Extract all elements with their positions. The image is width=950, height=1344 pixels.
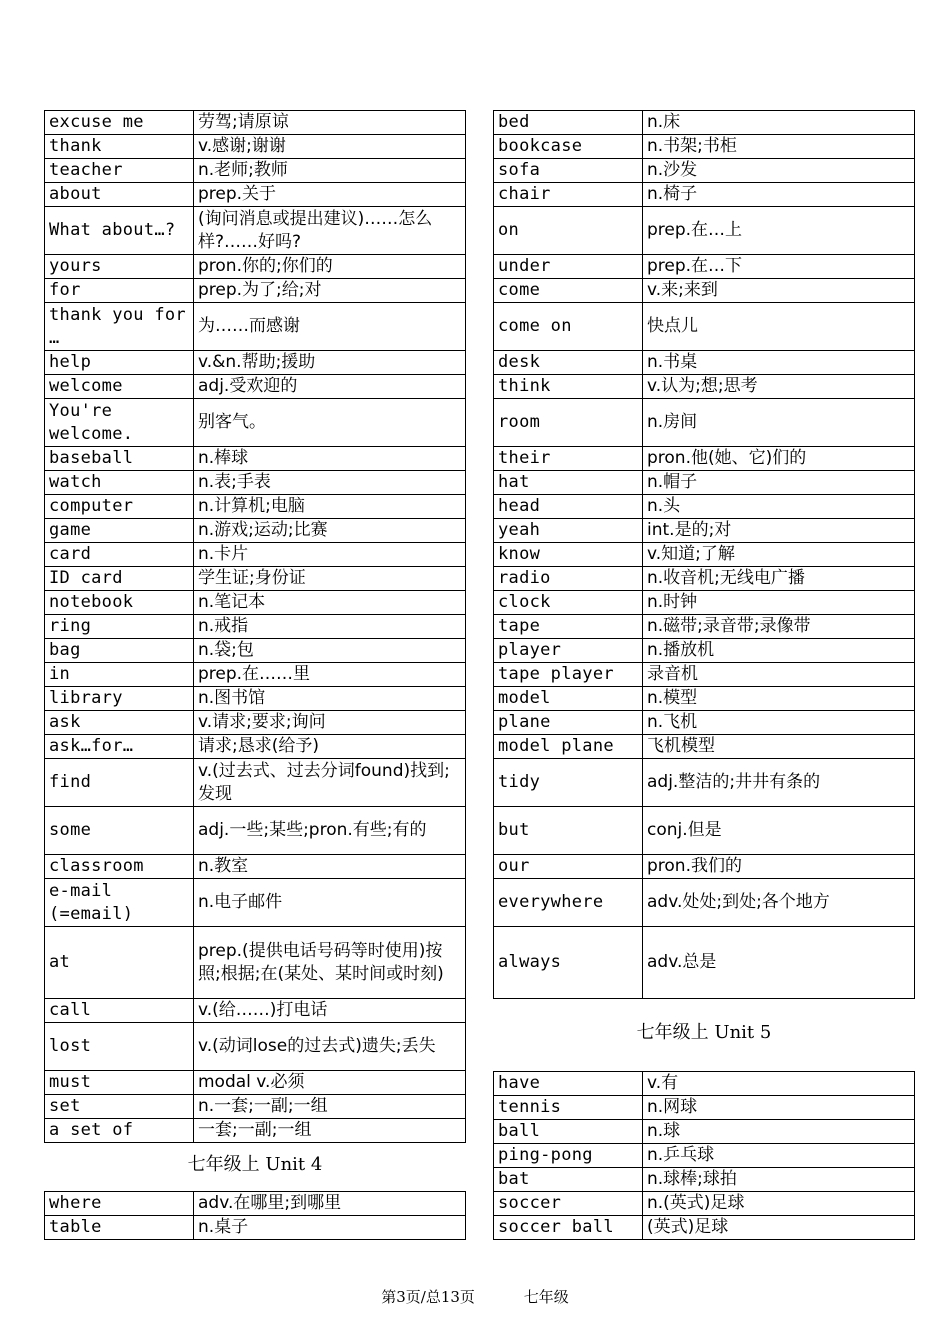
- vocab-row: [45, 687, 466, 711]
- vocab-row: [494, 1072, 915, 1096]
- vocab-row: [494, 759, 915, 807]
- chinese-meaning: n.(英式)足球: [643, 1192, 915, 1216]
- chinese-meaning: prep.在…上: [643, 207, 915, 255]
- english-word: ask: [45, 711, 194, 735]
- english-word: bat: [494, 1168, 643, 1192]
- english-word: ball: [494, 1120, 643, 1144]
- chinese-meaning: 快点儿: [643, 303, 915, 351]
- vocab-row: [45, 615, 466, 639]
- vocab-row: [494, 639, 915, 663]
- english-word: e-mail (=email): [45, 879, 194, 927]
- vocab-row: [45, 1071, 466, 1095]
- english-word: room: [494, 399, 643, 447]
- chinese-meaning: 劳驾;请原谅: [194, 111, 466, 135]
- chinese-meaning: modal v.必须: [194, 1071, 466, 1095]
- english-word: come on: [494, 303, 643, 351]
- vocab-row: [45, 639, 466, 663]
- english-word: excuse me: [45, 111, 194, 135]
- vocab-row: [494, 711, 915, 735]
- vocab-row: [45, 711, 466, 735]
- chinese-meaning: 别客气。: [194, 399, 466, 447]
- english-word: card: [45, 543, 194, 567]
- english-word: bag: [45, 639, 194, 663]
- vocab-row: [45, 471, 466, 495]
- english-word: model: [494, 687, 643, 711]
- chinese-meaning: n.游戏;运动;比赛: [194, 519, 466, 543]
- english-word: yeah: [494, 519, 643, 543]
- vocab-row: [45, 927, 466, 999]
- chinese-meaning: n.袋;包: [194, 639, 466, 663]
- chinese-meaning: n.模型: [643, 687, 915, 711]
- english-word: soccer ball: [494, 1216, 643, 1240]
- vocab-row: [494, 879, 915, 927]
- chinese-meaning: v.感谢;谢谢: [194, 135, 466, 159]
- english-word: know: [494, 543, 643, 567]
- vocab-row: [45, 591, 466, 615]
- english-word: always: [494, 927, 643, 999]
- vocab-row: [494, 855, 915, 879]
- chinese-meaning: v.请求;要求;询问: [194, 711, 466, 735]
- chinese-meaning: n.帽子: [643, 471, 915, 495]
- chinese-meaning: n.戒指: [194, 615, 466, 639]
- chinese-meaning: prep.为了;给;对: [194, 279, 466, 303]
- english-word: ask…for…: [45, 735, 194, 759]
- english-word: ring: [45, 615, 194, 639]
- chinese-meaning: 一套;一副;一组: [194, 1119, 466, 1143]
- english-word: head: [494, 495, 643, 519]
- english-word: lost: [45, 1023, 194, 1071]
- chinese-meaning: 飞机模型: [643, 735, 915, 759]
- chinese-meaning: v.(过去式、过去分词found)找到;发现: [194, 759, 466, 807]
- chinese-meaning: n.收音机;无线电广播: [643, 567, 915, 591]
- english-word: ping-pong: [494, 1144, 643, 1168]
- chinese-meaning: n.沙发: [643, 159, 915, 183]
- english-word: find: [45, 759, 194, 807]
- chinese-meaning: n.书桌: [643, 351, 915, 375]
- vocab-row: [45, 1095, 466, 1119]
- english-word: classroom: [45, 855, 194, 879]
- vocab-row: [494, 735, 915, 759]
- chinese-meaning: n.网球: [643, 1096, 915, 1120]
- chinese-meaning: n.床: [643, 111, 915, 135]
- unit-5-title: 七年级上 Unit 5: [636, 1022, 772, 1043]
- vocab-table-left-1: [44, 110, 466, 1143]
- vocab-row: [45, 1216, 466, 1240]
- vocab-table-right-1: [493, 110, 915, 999]
- vocab-row: [494, 375, 915, 399]
- english-word: tidy: [494, 759, 643, 807]
- english-word: notebook: [45, 591, 194, 615]
- vocab-row: [494, 303, 915, 351]
- vocab-row: [45, 1023, 466, 1071]
- chinese-meaning: v.知道;了解: [643, 543, 915, 567]
- vocab-row: [494, 111, 915, 135]
- vocab-row: [45, 663, 466, 687]
- vocab-row: [45, 807, 466, 855]
- english-word: think: [494, 375, 643, 399]
- chinese-meaning: int.是的;对: [643, 519, 915, 543]
- vocab-row: [45, 759, 466, 807]
- vocab-row: [494, 183, 915, 207]
- english-word: help: [45, 351, 194, 375]
- chinese-meaning: n.椅子: [643, 183, 915, 207]
- chinese-meaning: pron.我们的: [643, 855, 915, 879]
- english-word: What about…?: [45, 207, 194, 255]
- english-word: call: [45, 999, 194, 1023]
- vocab-row: [494, 543, 915, 567]
- vocab-row: [494, 447, 915, 471]
- vocab-row: [45, 207, 466, 255]
- chinese-meaning: (询问消息或提出建议)……怎么样?……好吗?: [194, 207, 466, 255]
- vocab-row: [45, 135, 466, 159]
- chinese-meaning: v.&n.帮助;援助: [194, 351, 466, 375]
- english-word: watch: [45, 471, 194, 495]
- chinese-meaning: n.卡片: [194, 543, 466, 567]
- english-word: on: [494, 207, 643, 255]
- english-word: hat: [494, 471, 643, 495]
- english-word: must: [45, 1071, 194, 1095]
- chinese-meaning: v.(动词lose的过去式)遗失;丢失: [194, 1023, 466, 1071]
- english-word: our: [494, 855, 643, 879]
- vocab-row: [494, 1120, 915, 1144]
- grade-label: 七年级: [523, 1288, 569, 1306]
- english-word: where: [45, 1192, 194, 1216]
- english-word: thank: [45, 135, 194, 159]
- vocab-row: [494, 1168, 915, 1192]
- english-word: tape player: [494, 663, 643, 687]
- vocab-row: [45, 375, 466, 399]
- english-word: under: [494, 255, 643, 279]
- chinese-meaning: prep.在……里: [194, 663, 466, 687]
- chinese-meaning: n.飞机: [643, 711, 915, 735]
- chinese-meaning: n.棒球: [194, 447, 466, 471]
- english-word: bookcase: [494, 135, 643, 159]
- vocab-row: [45, 567, 466, 591]
- english-word: clock: [494, 591, 643, 615]
- english-word: sofa: [494, 159, 643, 183]
- chinese-meaning: (英式)足球: [643, 1216, 915, 1240]
- chinese-meaning: adv.在哪里;到哪里: [194, 1192, 466, 1216]
- vocab-row: [45, 183, 466, 207]
- chinese-meaning: n.书架;书柜: [643, 135, 915, 159]
- chinese-meaning: pron.你的;你们的: [194, 255, 466, 279]
- english-word: You're welcome.: [45, 399, 194, 447]
- vocab-row: [45, 111, 466, 135]
- vocab-row: [45, 159, 466, 183]
- chinese-meaning: n.图书馆: [194, 687, 466, 711]
- chinese-meaning: v.(给……)打电话: [194, 999, 466, 1023]
- english-word: library: [45, 687, 194, 711]
- vocab-row: [45, 447, 466, 471]
- chinese-meaning: n.教室: [194, 855, 466, 879]
- vocab-row: [494, 615, 915, 639]
- right-column: [493, 110, 915, 1240]
- chinese-meaning: adj.一些;某些;pron.有些;有的: [194, 807, 466, 855]
- english-word: everywhere: [494, 879, 643, 927]
- chinese-meaning: n.一套;一副;一组: [194, 1095, 466, 1119]
- vocab-row: [494, 807, 915, 855]
- english-word: welcome: [45, 375, 194, 399]
- english-word: tape: [494, 615, 643, 639]
- vocab-row: [45, 279, 466, 303]
- vocab-row: [45, 495, 466, 519]
- vocab-row: [494, 927, 915, 999]
- chinese-meaning: conj.但是: [643, 807, 915, 855]
- chinese-meaning: n.时钟: [643, 591, 915, 615]
- chinese-meaning: n.电子邮件: [194, 879, 466, 927]
- vocab-row: [45, 543, 466, 567]
- vocab-row: [45, 855, 466, 879]
- chinese-meaning: n.老师;教师: [194, 159, 466, 183]
- english-word: model plane: [494, 735, 643, 759]
- english-word: some: [45, 807, 194, 855]
- english-word: about: [45, 183, 194, 207]
- chinese-meaning: n.头: [643, 495, 915, 519]
- vocab-row: [494, 1192, 915, 1216]
- chinese-meaning: n.播放机: [643, 639, 915, 663]
- english-word: in: [45, 663, 194, 687]
- page-number: 第3页/总13页: [381, 1288, 475, 1306]
- english-word: ID card: [45, 567, 194, 591]
- vocab-row: [45, 303, 466, 351]
- chinese-meaning: pron.他(她、它)们的: [643, 447, 915, 471]
- english-word: at: [45, 927, 194, 999]
- vocab-row: [494, 471, 915, 495]
- english-word: table: [45, 1216, 194, 1240]
- chinese-meaning: prep.关于: [194, 183, 466, 207]
- chinese-meaning: n.球: [643, 1120, 915, 1144]
- chinese-meaning: n.表;手表: [194, 471, 466, 495]
- chinese-meaning: n.乒乓球: [643, 1144, 915, 1168]
- english-word: for: [45, 279, 194, 303]
- english-word: baseball: [45, 447, 194, 471]
- chinese-meaning: v.认为;想;思考: [643, 375, 915, 399]
- vocab-row: [45, 519, 466, 543]
- vocab-table-left-2: [44, 1191, 466, 1240]
- unit-4-title: 七年级上 Unit 4: [187, 1154, 323, 1175]
- english-word: player: [494, 639, 643, 663]
- vocab-row: [45, 999, 466, 1023]
- vocab-row: [45, 399, 466, 447]
- chinese-meaning: adv.总是: [643, 927, 915, 999]
- chinese-meaning: prep.(提供电话号码等时使用)按照;根据;在(某处、某时间或时刻): [194, 927, 466, 999]
- vocab-row: [45, 735, 466, 759]
- vocab-row: [45, 1119, 466, 1143]
- chinese-meaning: n.球棒;球拍: [643, 1168, 915, 1192]
- vocab-row: [494, 207, 915, 255]
- vocab-row: [494, 591, 915, 615]
- chinese-meaning: n.房间: [643, 399, 915, 447]
- vocab-row: [494, 567, 915, 591]
- english-word: set: [45, 1095, 194, 1119]
- vocab-row: [494, 1216, 915, 1240]
- page-footer: [0, 1286, 950, 1307]
- english-word: yours: [45, 255, 194, 279]
- english-word: come: [494, 279, 643, 303]
- english-word: computer: [45, 495, 194, 519]
- chinese-meaning: adj.整洁的;井井有条的: [643, 759, 915, 807]
- chinese-meaning: v.有: [643, 1072, 915, 1096]
- vocab-row: [494, 1096, 915, 1120]
- vocab-row: [494, 135, 915, 159]
- english-word: chair: [494, 183, 643, 207]
- vocab-row: [494, 1144, 915, 1168]
- chinese-meaning: n.桌子: [194, 1216, 466, 1240]
- vocab-row: [494, 159, 915, 183]
- english-word: tennis: [494, 1096, 643, 1120]
- vocab-table-right-2: [493, 1071, 915, 1240]
- vocab-row: [494, 495, 915, 519]
- vocab-row: [494, 399, 915, 447]
- chinese-meaning: adj.受欢迎的: [194, 375, 466, 399]
- english-word: thank you for …: [45, 303, 194, 351]
- chinese-meaning: v.来;来到: [643, 279, 915, 303]
- english-word: their: [494, 447, 643, 471]
- vocab-row: [494, 351, 915, 375]
- vocab-row: [45, 1192, 466, 1216]
- english-word: radio: [494, 567, 643, 591]
- english-word: bed: [494, 111, 643, 135]
- chinese-meaning: prep.在…下: [643, 255, 915, 279]
- vocab-row: [45, 879, 466, 927]
- english-word: a set of: [45, 1119, 194, 1143]
- left-column: [44, 110, 466, 1240]
- vocab-row: [45, 255, 466, 279]
- chinese-meaning: 为……而感谢: [194, 303, 466, 351]
- english-word: desk: [494, 351, 643, 375]
- english-word: game: [45, 519, 194, 543]
- chinese-meaning: n.笔记本: [194, 591, 466, 615]
- vocab-row: [494, 255, 915, 279]
- chinese-meaning: n.磁带;录音带;录像带: [643, 615, 915, 639]
- vocab-row: [494, 687, 915, 711]
- chinese-meaning: n.计算机;电脑: [194, 495, 466, 519]
- chinese-meaning: 录音机: [643, 663, 915, 687]
- chinese-meaning: adv.处处;到处;各个地方: [643, 879, 915, 927]
- vocab-row: [45, 351, 466, 375]
- chinese-meaning: 学生证;身份证: [194, 567, 466, 591]
- english-word: teacher: [45, 159, 194, 183]
- chinese-meaning: 请求;恳求(给予): [194, 735, 466, 759]
- english-word: have: [494, 1072, 643, 1096]
- vocab-row: [494, 519, 915, 543]
- english-word: soccer: [494, 1192, 643, 1216]
- english-word: plane: [494, 711, 643, 735]
- english-word: but: [494, 807, 643, 855]
- vocab-row: [494, 663, 915, 687]
- vocab-row: [494, 279, 915, 303]
